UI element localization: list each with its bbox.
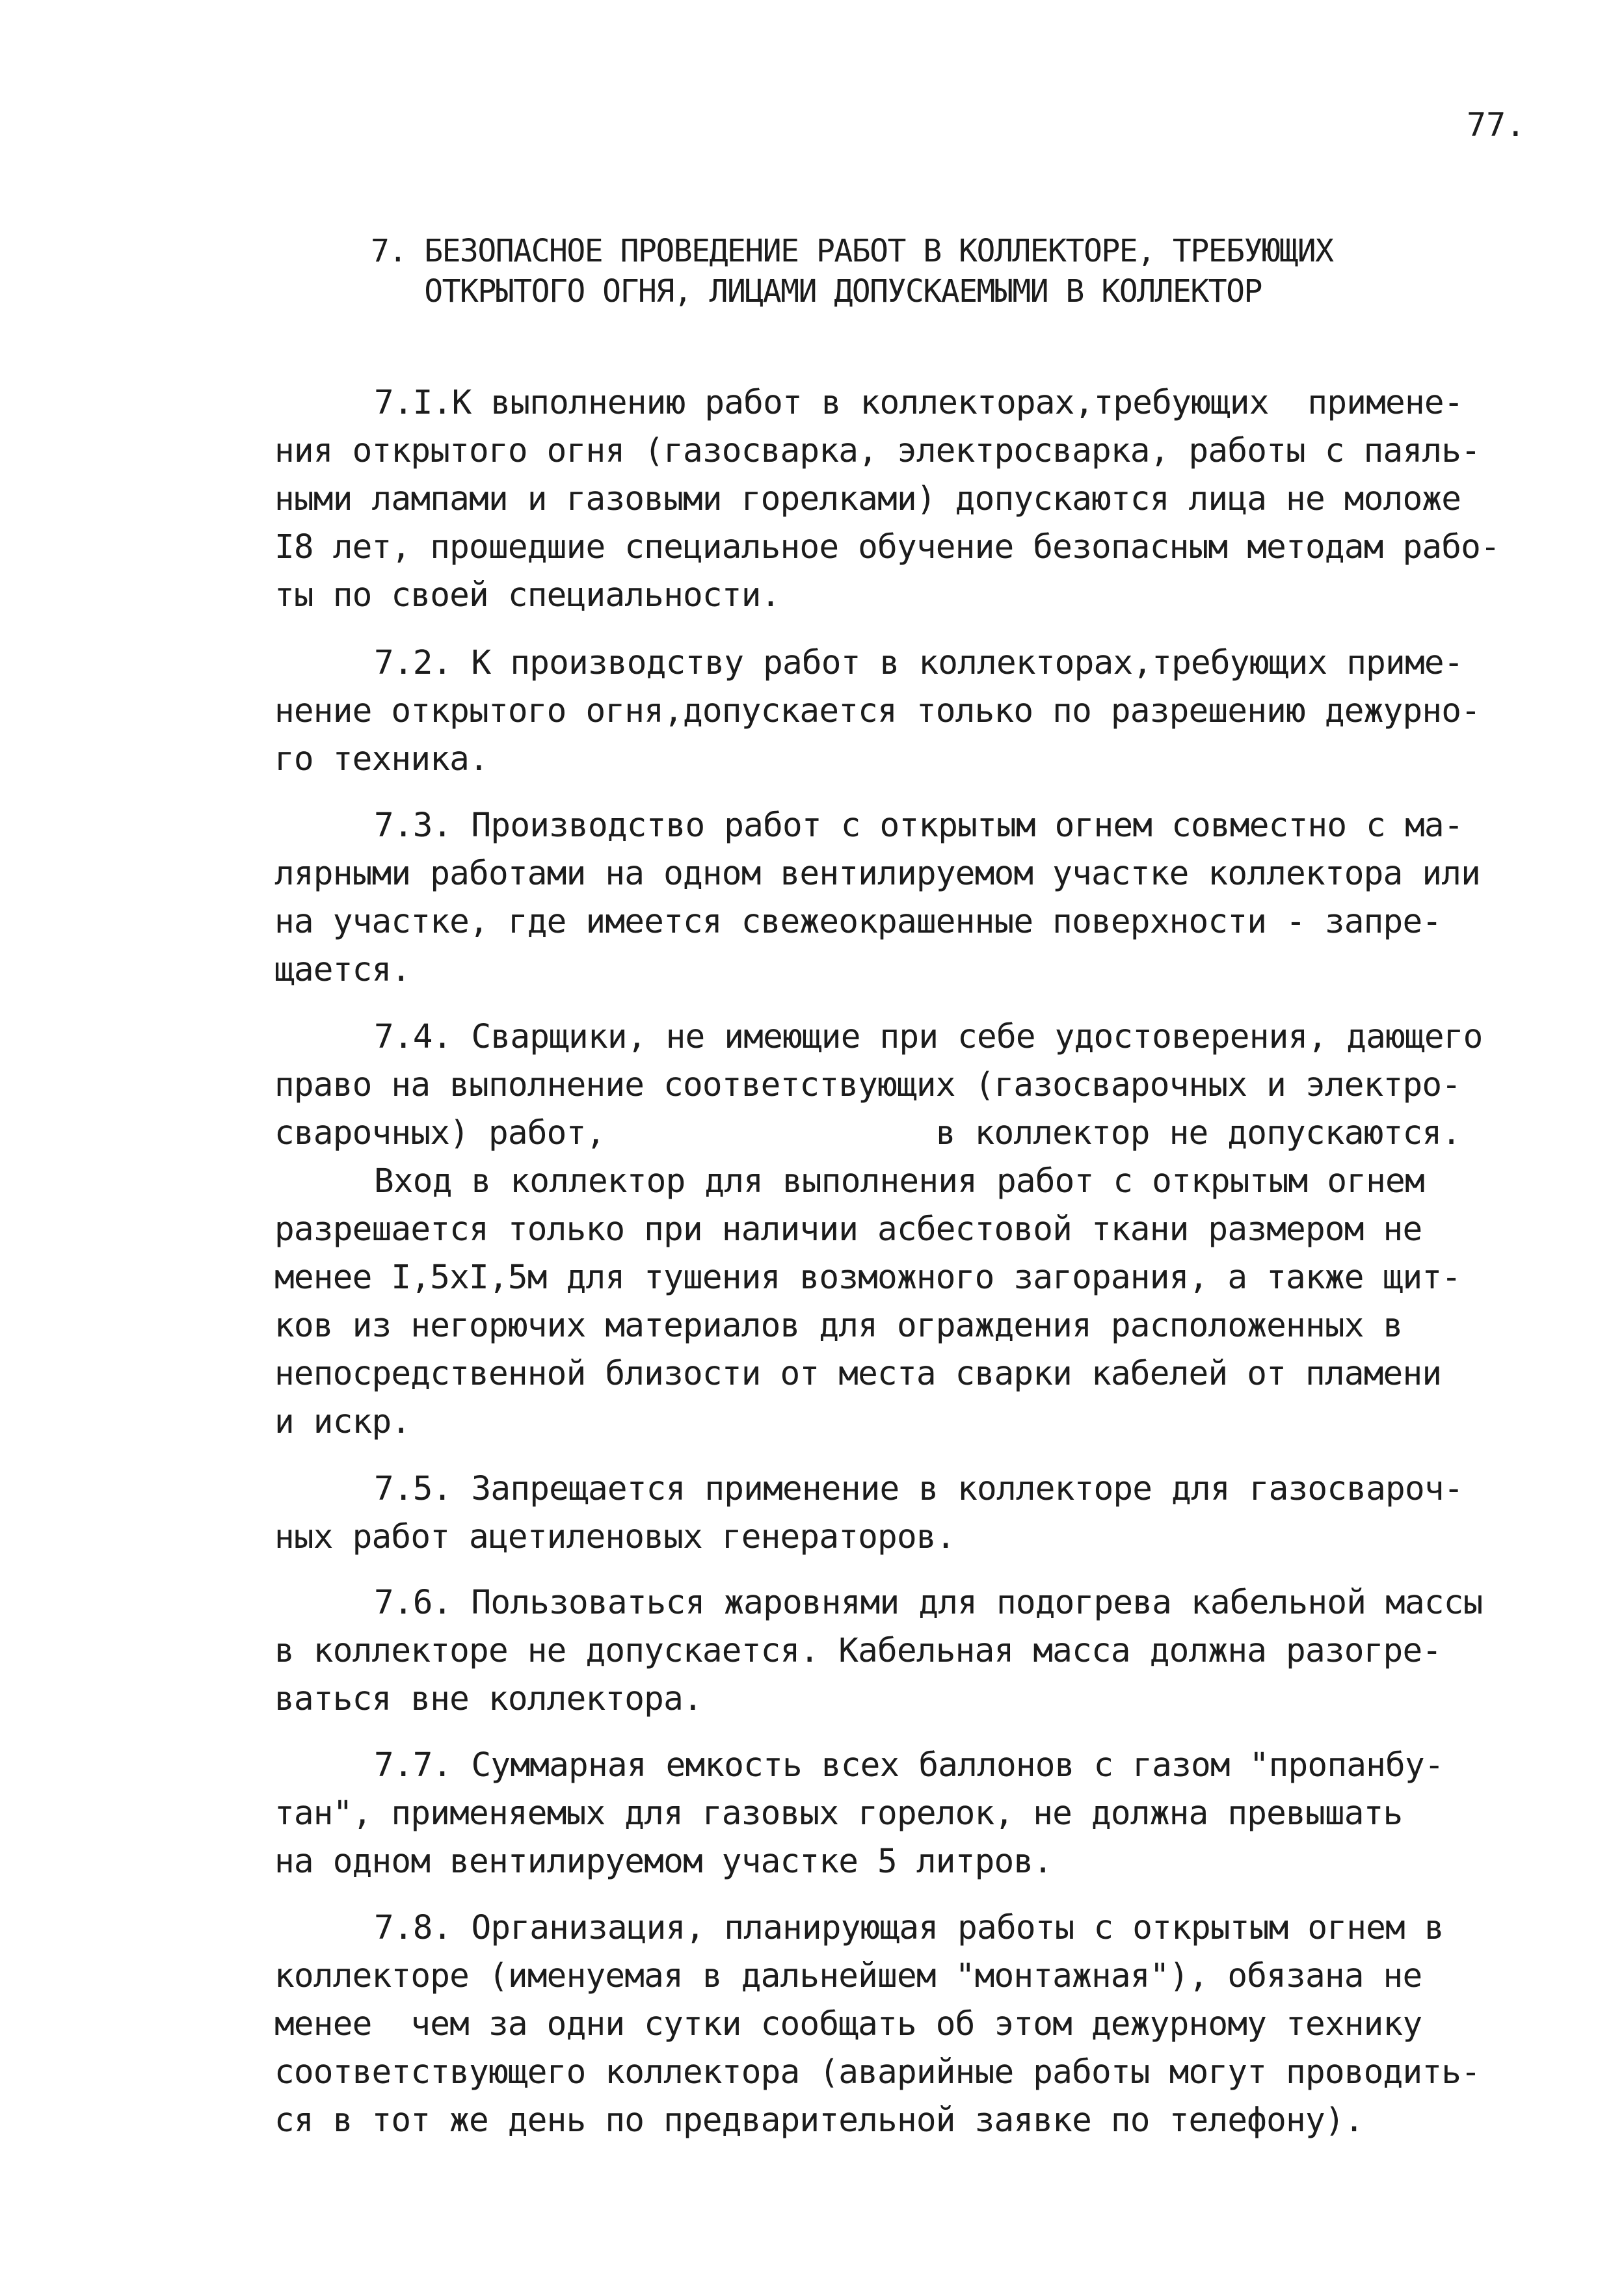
text-line: лярными работами на одном вентилируемом участке коллектора или [274, 855, 1481, 893]
text-line: ными лампами и газовыми горелками) допускаются лица не моложе [274, 480, 1461, 518]
text-line: менее I,5хI,5м для тушения возможного загорания, а также щит- [274, 1258, 1461, 1297]
text-line: ных работ ацетиленовых генераторов. [274, 1518, 955, 1556]
section-heading [371, 231, 1333, 312]
text-line: в коллекторе не допускается. Кабельная масса должна разогре- [274, 1632, 1442, 1670]
text-line: ния открытого огня (газосварка, электросварка, работы с паяль- [274, 432, 1481, 470]
heading-line: ОТКРЫТОГО ОГНЯ, ЛИЦАМИ ДОПУСКАЕМЫМИ В КОЛЛЕКТОР [371, 273, 1262, 310]
text-line: право на выполнение соответствующих (газосварочных и электро- [274, 1066, 1461, 1104]
heading-line: 7. БЕЗОПАСНОЕ ПРОВЕДЕНИЕ РАБОТ В КОЛЛЕКТОРЕ, ТРЕБУЮЩИХ [371, 233, 1333, 269]
text-line: ков из негорючих материалов для ограждения расположенных в [274, 1307, 1403, 1345]
text-line: I8 лет, прошедшие специальное обучение безопасным методам рабо- [274, 528, 1500, 566]
text-line: тан", применяемых для газовых горелок, не должна превышать [274, 1794, 1403, 1833]
text-line: го техника. [274, 740, 488, 778]
text-line: нение открытого огня,допускается только по разрешению дежурно- [274, 692, 1481, 730]
text-line: и искр. [274, 1403, 411, 1441]
text-line: на одном вентилируемом участке 5 литров. [274, 1842, 1053, 1881]
text-line: 7.4. Сварщики, не имеющие при себе удостоверения, дающего [374, 1018, 1483, 1056]
text-line: сварочных) работ, в коллектор не допускаются. [274, 1114, 1461, 1152]
text-line: ся в тот же день по предварительной заявке по телефону). [274, 2101, 1364, 2140]
text-line: 7.6. Пользоваться жаровнями для подогрева кабельной массы [374, 1584, 1483, 1622]
text-line: 7.8. Организация, планирующая работы с открытым огнем в [374, 1909, 1444, 1947]
text-line: 7.2. К производству работ в коллекторах,требующих приме- [374, 644, 1463, 682]
text-line: соответствующего коллектора (аварийные работы могут проводить- [274, 2053, 1481, 2092]
text-line: щается. [274, 951, 411, 989]
page-number: 77. [1467, 106, 1526, 144]
text-line: непосредственной близости от места сварки кабелей от пламени [274, 1355, 1442, 1393]
text-line: 7.5. Запрещается применение в коллекторе для газосвароч- [374, 1470, 1463, 1508]
text-line: менее чем за одни сутки сообщать об этом дежурному технику [274, 2005, 1422, 2043]
text-line: разрешается только при наличии асбестовой ткани размером не [274, 1210, 1422, 1249]
text-line: на участке, где имеется свежеокрашенные поверхности - запре- [274, 903, 1442, 941]
text-line: 7.I.К выполнению работ в коллекторах,требующих примене- [374, 384, 1463, 422]
text-line: ты по своей специальности. [274, 576, 780, 615]
text-line: коллекторе (именуемая в дальнейшем "монтажная"), обязана не [274, 1957, 1422, 1995]
text-line: Вход в коллектор для выполнения работ с открытым огнем [374, 1162, 1424, 1201]
text-line: 7.3. Производство работ с открытым огнем совместно с ма- [374, 806, 1463, 845]
text-line: 7.7. Суммарная емкость всех баллонов с газом "пропанбу- [374, 1746, 1444, 1785]
text-line: ваться вне коллектора. [274, 1680, 702, 1718]
